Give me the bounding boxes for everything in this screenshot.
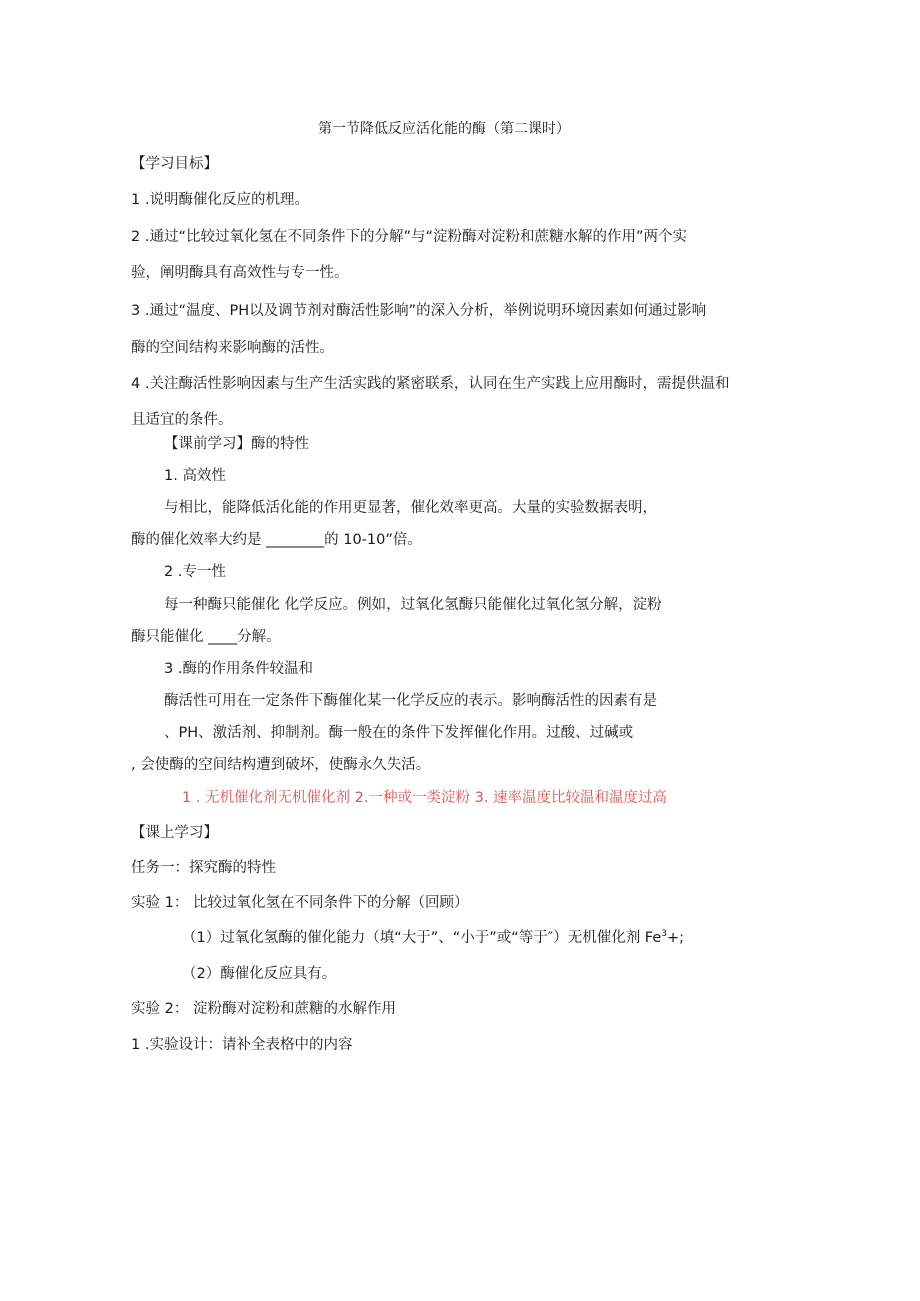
objective-2-line-1: 2 .通过“比较过氧化氢在不同条件下的分解”与“淀粉酶对淀粉和蔗糖水解的作用”两个实 — [131, 229, 687, 245]
section-3-line-1: 酶活性可用在一定条件下酶催化某一化学反应的表示。影响酶活性的因素有是 — [164, 693, 657, 709]
section-2-line-2: 酶只能催化 ____分解。 — [131, 629, 281, 645]
section-1-line-2: 酶的催化效率大约是 ________的 10-10”倍。 — [131, 532, 422, 548]
experiment-1: 实验 1： 比较过氧化氢在不同条件下的分解（回顾） — [131, 895, 469, 911]
objective-2-line-2: 验，阐明酶具有高效性与专一性。 — [131, 265, 349, 281]
experiment-1-question-2: （2）酶催化反应具有。 — [182, 966, 337, 982]
section-1-title: 1. 高效性 — [164, 468, 226, 484]
objective-3-line-2: 酶的空间结构来影响酶的活性。 — [131, 340, 334, 356]
question-1-text: （1）过氧化氢酶的催化能力（填“大于”、“小于”或“等于″）无机催化剂 Fe — [182, 930, 662, 946]
objective-4-line-2: 且适宜的条件。 — [131, 412, 233, 428]
task-1: 任务一：探究酶的特性 — [131, 860, 276, 876]
question-1-end: +; — [667, 930, 685, 946]
section-1-line-1: 与相比，能降低活化能的作用更显著，催化效率更高。大量的实验数据表明， — [164, 500, 657, 516]
section-3-title: 3 .酶的作用条件较温和 — [164, 661, 313, 677]
charge-superscript: 3 — [661, 929, 668, 940]
experiment-1-question-1 — [182, 929, 684, 947]
section-2-line-1: 每一种酶只能催化 化学反应。例如，过氧化氢酶只能催化过氧化氢分解，淀粉 — [164, 597, 662, 613]
experiment-2-item-1: 1 .实验设计：请补全表格中的内容 — [131, 1037, 353, 1053]
objective-1: 1 .说明酶催化反应的机理。 — [131, 192, 309, 208]
experiment-2: 实验 2： 淀粉酶对淀粉和蔗糖的水解作用 — [131, 1001, 396, 1017]
objectives-heading: 【学习目标】 — [131, 156, 218, 172]
section-3-line-2: 、PH、激活剂、抑制剂。酶一般在的条件下发挥催化作用。过酸、过碱或 — [164, 725, 634, 741]
section-3-line-3: , 会使酶的空间结构遭到破坏，使酶永久失活。 — [131, 757, 431, 773]
inclass-heading: 【课上学习】 — [131, 825, 218, 841]
objective-4-line-1: 4 .关注酶活性影响因素与生产生活实践的紧密联系，认同在生产实践上应用酶时，需提供温和 — [131, 376, 730, 392]
page-title: 第一节降低反应活化能的酶（第二课时） — [318, 121, 570, 137]
section-2-title: 2 .专一性 — [164, 564, 226, 580]
prelearn-heading: 【课前学习】酶的特性 — [164, 436, 309, 452]
answer-key: 1 . 无机催化剂无机催化剂 2.一种或一类淀粉 3. 速率温度比较温和温度过高 — [182, 790, 668, 806]
objective-3-line-1: 3 .通过“温度、PH以及调节剂对酶活性影响”的深入分析，举例说明环境因素如何通过影响 — [131, 303, 707, 319]
